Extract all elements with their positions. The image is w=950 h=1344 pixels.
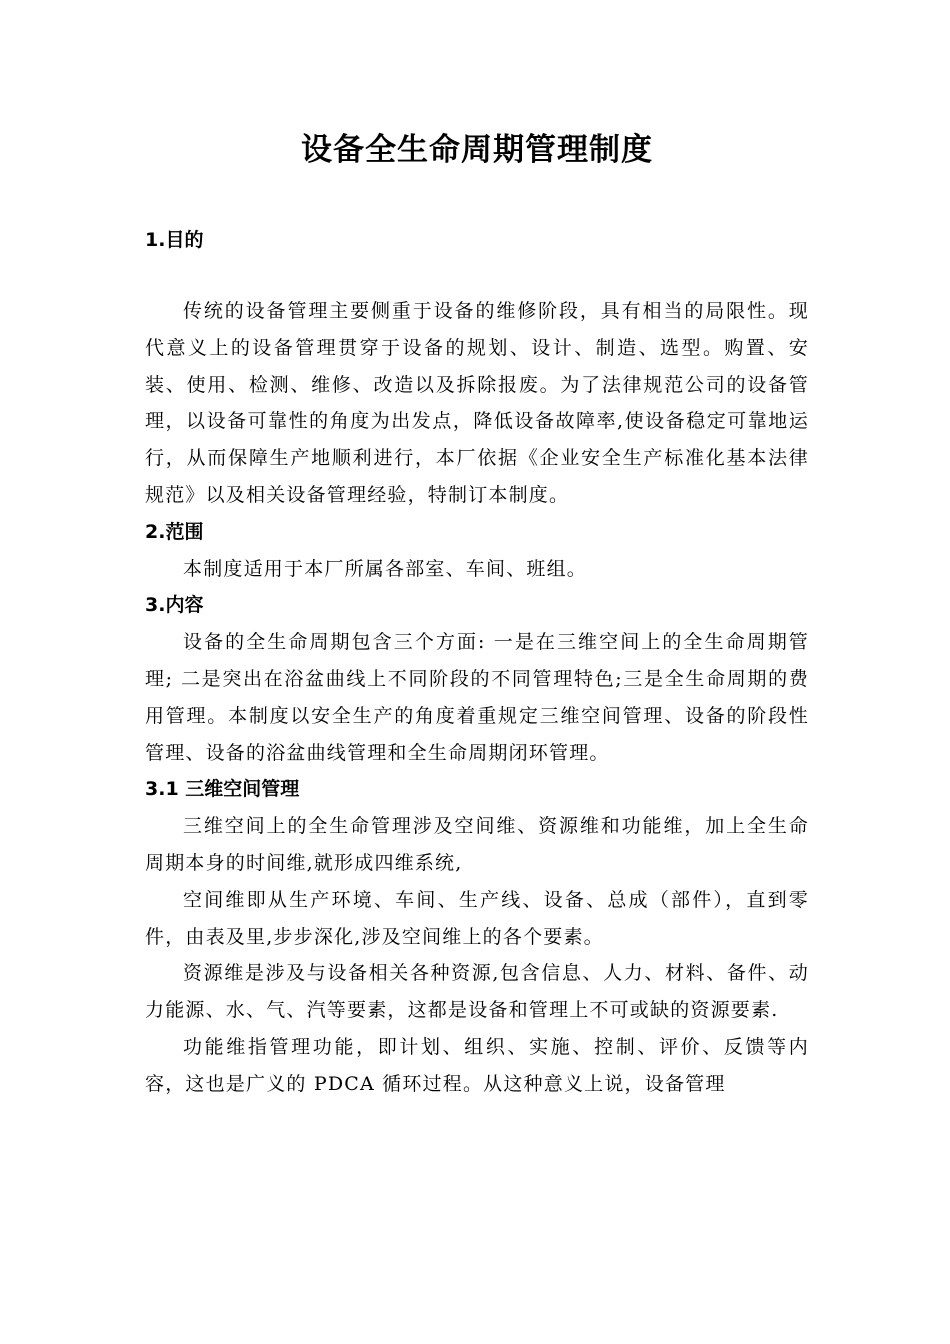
document-body xyxy=(145,222,809,1103)
section-heading-scope: 2.范围 xyxy=(145,520,204,543)
section-heading-purpose: 1.目的 xyxy=(145,229,204,251)
paragraph-3d-overview: 三维空间上的全生命管理涉及空间维、资源维和功能维，加上全生命周期本身的时间维,就形成四维系统, xyxy=(145,815,809,874)
paragraph-resource-dimension: 资源维是涉及与设备相关各种资源,包含信息、人力、材料、备件、动力能源、水、气、汽等要素，这都是设备和管理上不可或缺的资源要素. xyxy=(145,962,809,1022)
section-heading-content: 3.内容 xyxy=(145,594,204,617)
paragraph-scope: 本制度适用于本厂所属各部室、车间、班组。 xyxy=(183,557,588,580)
section-heading-3d-space: 3.1 三维空间管理 xyxy=(145,778,300,801)
document-title: 设备全生命周期管理制度 xyxy=(301,132,653,168)
paragraph-purpose: 传统的设备管理主要侧重于设备的维修阶段，具有相当的局限性。现代意义上的设备管理贯穿于设备的规划、设计、制造、选型。购置、安装、使用、检测、维修、改造以及拆除报废。为了法律规范公司的设备管理，以设备可靠性的角度为出发点，降低设备故障率,使设备稳定可靠地运行，从而保障生产地顺利进行，本厂依据《企业安全生产标准化基本法律规范》以及相关设备管理经验，特制订本制度。 xyxy=(145,300,809,506)
paragraph-space-dimension: 空间维即从生产环境、车间、生产线、设备、总成（部件），直到零件，由表及里,步步深化,涉及空间维上的各个要素。 xyxy=(145,888,809,948)
paragraph-function-dimension: 功能维指管理功能，即计划、组织、实施、控制、评价、反馈等内容，这也是广义的 PDCA 循环过程。从这种意义上说，设备管理 xyxy=(145,1035,809,1095)
paragraph-content: 设备的全生命周期包含三个方面: 一是在三维空间上的全生命周期管理; 二是突出在浴盆曲线上不同阶段的不同管理特色;三是全生命周期的费用管理。本制度以安全生产的角度着重规定三维空间管理、设备的阶段性管理、设备的浴盆曲线管理和全生命周期闭环管理。 xyxy=(145,631,809,764)
